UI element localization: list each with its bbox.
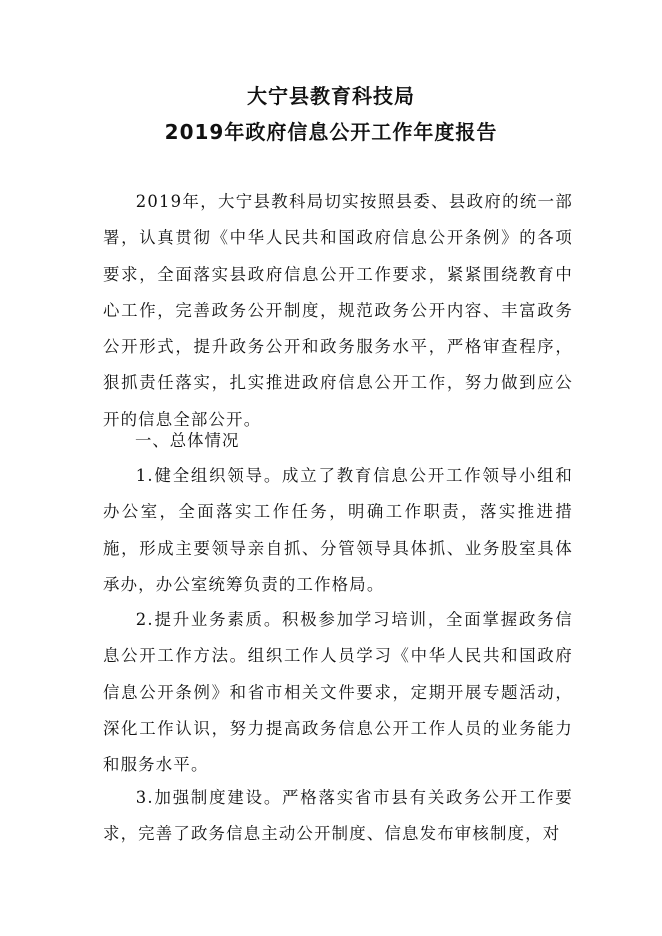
item-2-paragraph: 2.提升业务素质。积极参加学习培训，全面掌握政务信息公开工作方法。组织工作人员学习《中华人民共和国政府信息公开条例》和省市相关文件要求，定期开展专题活动，深化工作认识，努力提高政务信息公开工作人员的业务能力和服务水平。 (103, 610, 573, 775)
item-3-block (103, 780, 573, 853)
item-2-block (103, 602, 573, 783)
document-title-line2: 2019年政府信息公开工作年度报告 (164, 120, 498, 144)
item-1-block (103, 458, 573, 603)
item-3-paragraph: 3.加强制度建设。严格落实省市县有关政务公开工作要求，完善了政务信息主动公开制度、信息发布审核制度，对 (103, 788, 573, 844)
item-1-paragraph: 1.健全组织领导。成立了教育信息公开工作领导小组和办公室，全面落实工作任务，明确工作职责，落实推进措施，形成主要领导亲自抓、分管领导具体抓、业务股室具体承办，办公室统筹负责的工作格局。 (103, 466, 573, 594)
section-heading-overview: 一、总体情况 (135, 431, 240, 450)
intro-paragraph: 2019年，大宁县教科局切实按照县委、县政府的统一部署，认真贯彻《中华人民共和国政府信息公开条例》的各项要求，全面落实县政府信息公开工作要求，紧紧围绕教育中心工作，完善政务公开制度，规范政务公开内容、丰富政务公开形式，提升政务公开和政务服务水平，严格审查程序，狠抓责任落实，扎实推进政府信息公开工作，努力做到应公开的信息全部公开。 (103, 192, 573, 429)
intro-paragraph-block (103, 184, 573, 438)
document-title-line1: 大宁县教育科技局 (247, 84, 415, 108)
